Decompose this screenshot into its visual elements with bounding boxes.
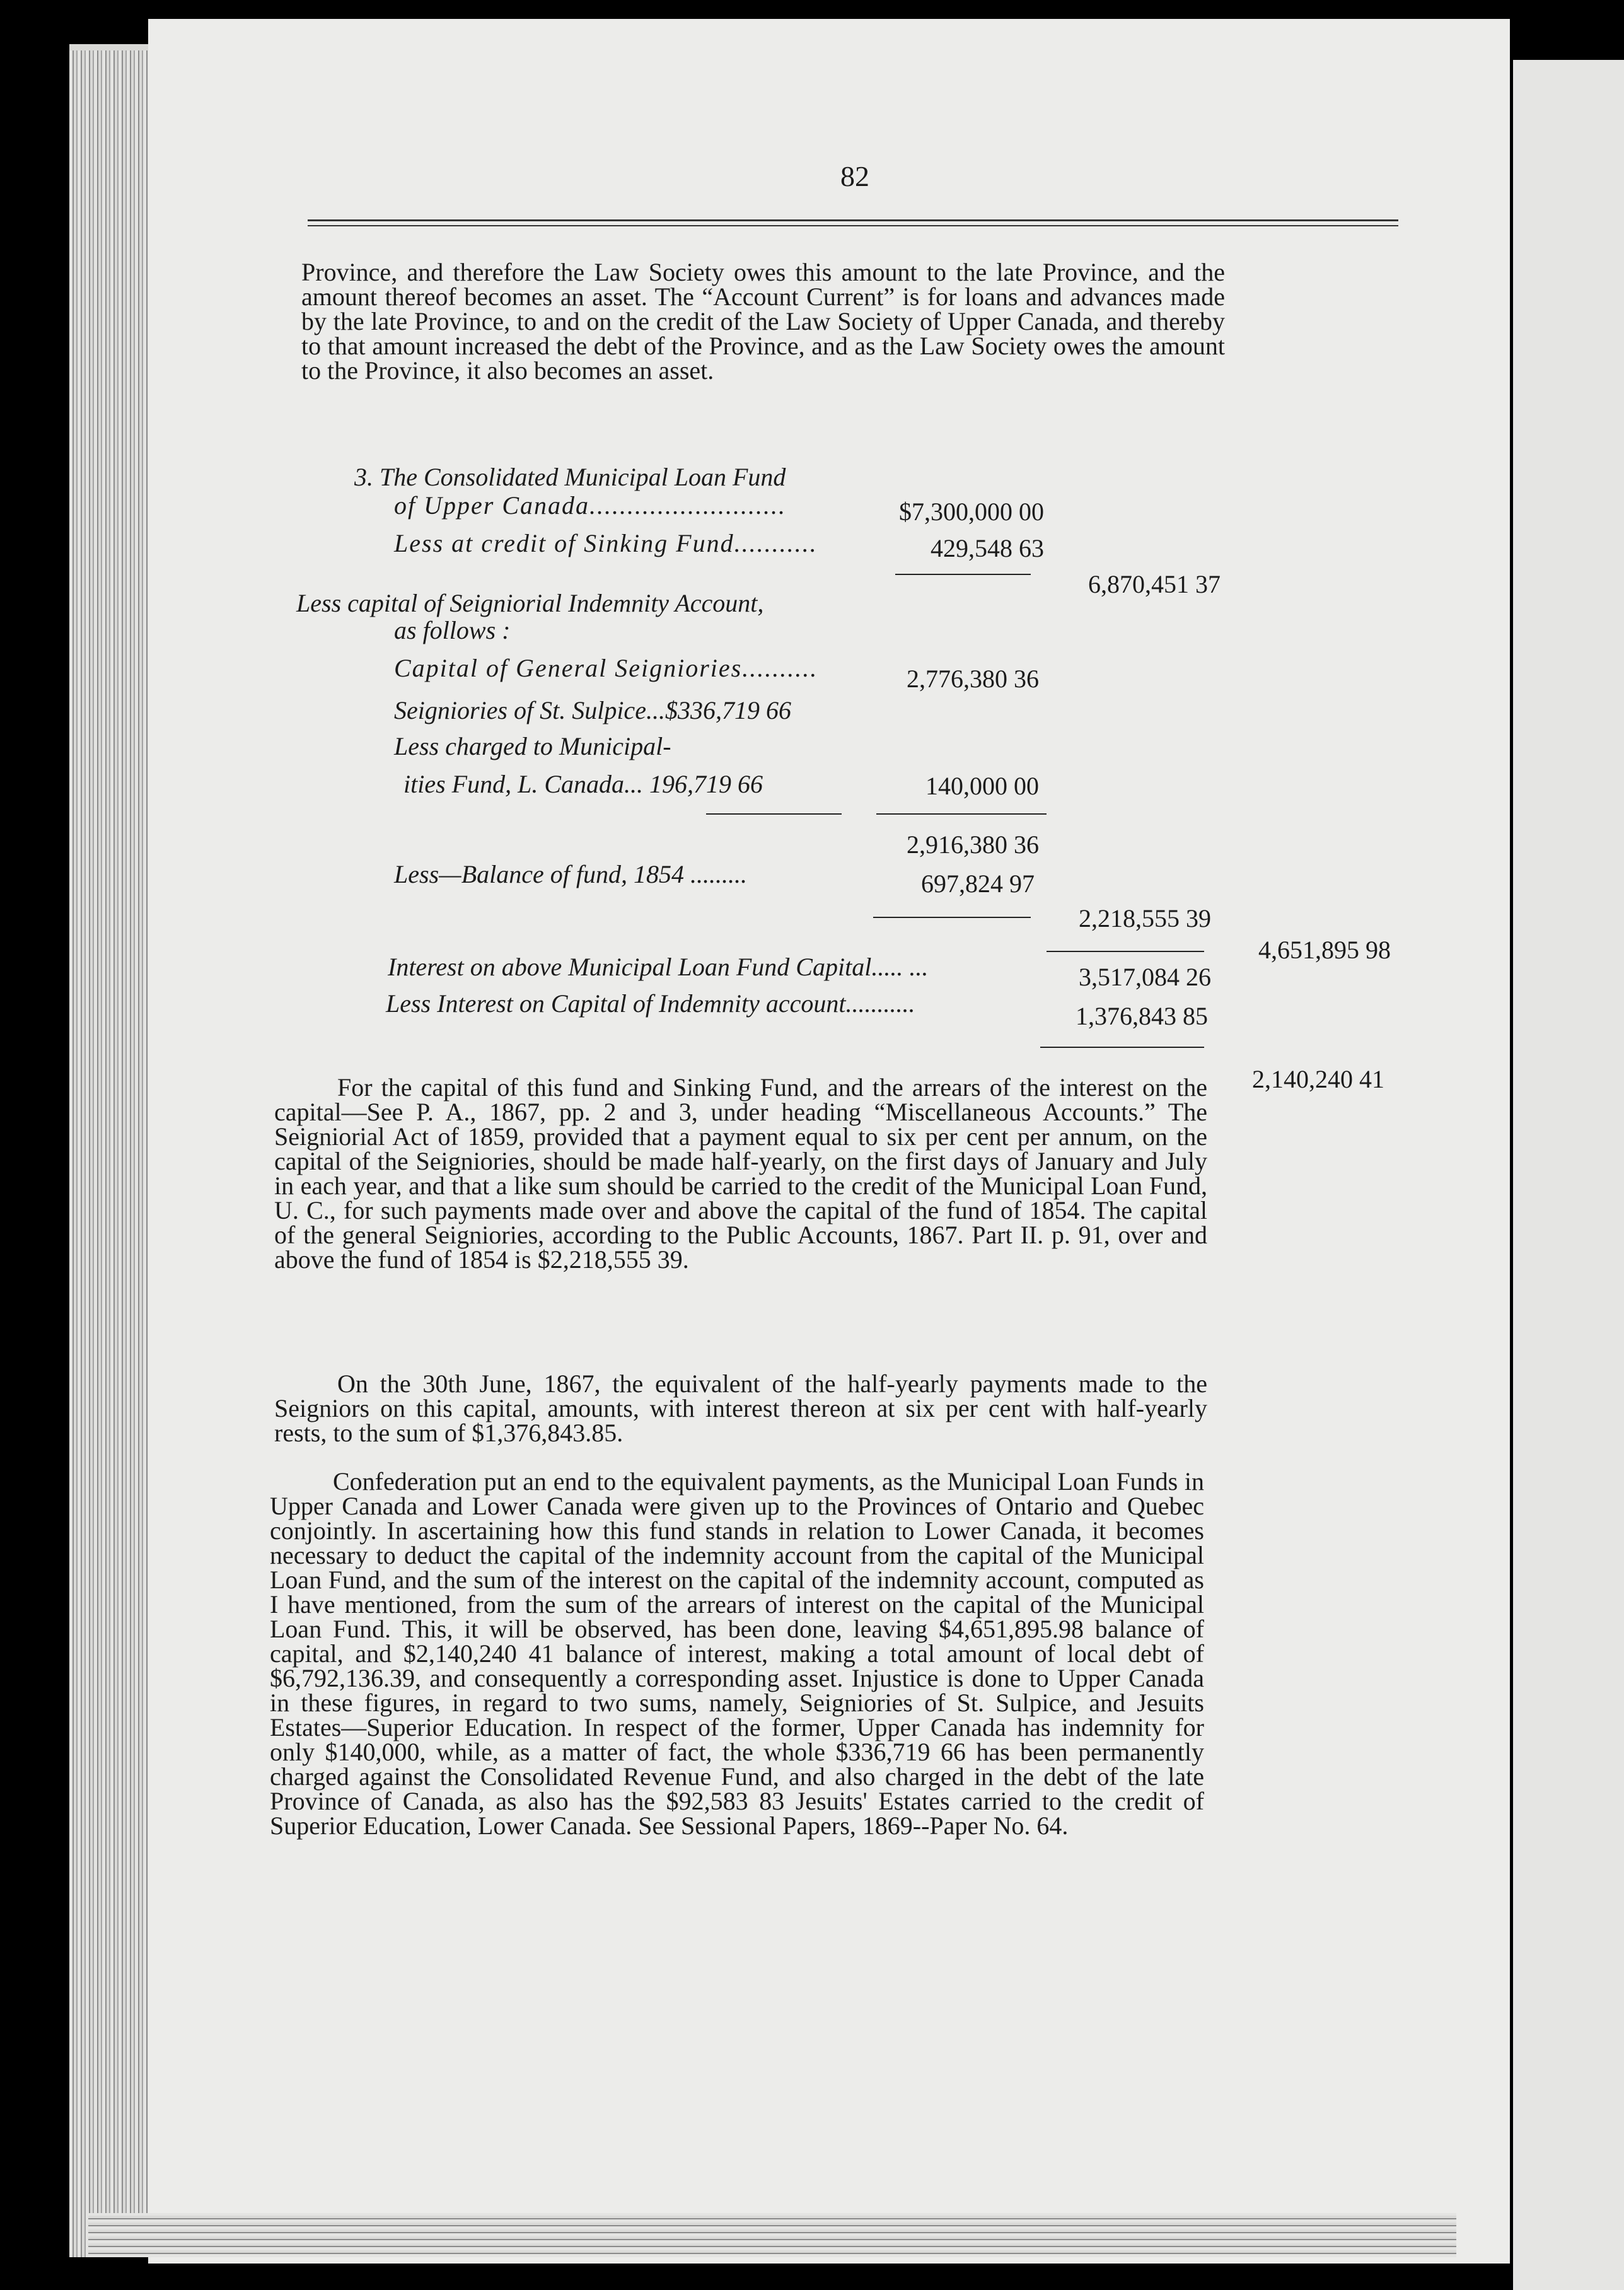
body-paragraph-1: For the capital of this fund and Sinking Fund, and the arrears of the interest on the capital—See P. A., 1867, pp. 2 and 3, under heading “Miscellaneous Accounts.” The Seigniorial Act of 1859, provided that a payment equal to six per cent per annum, on the capital of the Seigniories, should be made half-yearly, on the first days of January and July in each year, and that a like sum should be carried to the credit of the Municipal Loan Fund, U. C., for such payments made over and above the capital of the fund of 1854. The capital of the general Seigniories, according to the Public Accounts, 1867. Part II. p. 91, over and above the fund of 1854 is $2,218,555 39. (274, 1073, 1207, 1274)
sinking-label: Less at credit of Sinking Fund........... (394, 529, 818, 557)
less-charged-label: Less charged to Municipal- (394, 732, 671, 760)
item3-label-cont: of Upper Canada.......................... (394, 491, 786, 520)
net-fund: 6,870,451 37 (1088, 570, 1221, 598)
header-rule-bottom (308, 225, 1398, 226)
balance-amount: 697,824 97 (921, 869, 1035, 898)
interest-label: Interest on above Municipal Loan Fund Capital..... ... (388, 953, 929, 981)
rule-net-capital (1047, 951, 1204, 952)
sinking-amount: 429,548 63 (931, 534, 1044, 562)
balance-label: Less—Balance of fund, 1854 ......... (394, 860, 747, 888)
item3-label: 3. The Consolidated Municipal Loan Fund (354, 463, 786, 491)
less-capital-label-cont: as follows : (394, 616, 511, 644)
interest-amount: 3,517,084 26 (1079, 963, 1211, 991)
less-charged-label-cont: ities Fund, L. Canada... 196,719 66 (403, 770, 763, 798)
less-interest-amount: 1,376,843 85 (1076, 1002, 1208, 1030)
less-interest-label: Less Interest on Capital of Indemnity account........... (386, 989, 915, 1018)
rule-sinking (895, 574, 1031, 575)
rule-st-sulpice (706, 813, 842, 815)
st-sulpice-label: Seigniories of St. Sulpice...$336,719 66 (394, 696, 791, 724)
interest-balance: 2,140,240 41 (1252, 1065, 1384, 1093)
less-capital-label: Less capital of Seigniorial Indemnity Account, (296, 589, 764, 617)
page-number: 82 (840, 160, 869, 192)
body-paragraph-2: On the 30th June, 1867, the equivalent of the half-yearly payments made to the Seigniors on this capital, amounts, with interest thereon at six per cent with half-yearly rests, to the sum of $1,376,843.85. (274, 1369, 1207, 1447)
capital-balance: 4,651,895 98 (1258, 936, 1391, 964)
general-seigniories-label: Capital of General Seigniories.......... (394, 654, 818, 682)
general-seigniories-amount: 2,776,380 36 (907, 665, 1039, 693)
item3-amount: $7,300,000 00 (899, 497, 1044, 526)
page-stack-bottom (88, 2213, 1456, 2257)
subtotal-amount: 2,916,380 36 (907, 830, 1039, 859)
page-stack-left (69, 50, 148, 2257)
facing-page (1513, 60, 1624, 2290)
body-paragraph-3: Confederation put an end to the equivalent payments, as the Municipal Loan Funds in Upper Canada and Lower Canada were given up to the Provinces of Ontario and Quebec conjointly. In ascertaining how this fund stands in relation to Lower Canada, it becomes necessary to deduct the capital of the indemnity account from the capital of the Municipal Loan Fund, and the sum of the interest on the capital of the indemnity account, computed as I have mentioned, from the sum of the arrears of interest on the capital of the Municipal Loan Fund. This, it will be observed, has been done, leaving $4,651,895.98 balance of capital, and $2,140,240 41 balance of interest, making a total amount of local debt of $6,792,136.39, and consequently a corresponding asset. Injustice is done to Upper Canada in these figures, in regard to two sums, namely, Seigniories of St. Sulpice, and Jesuits Estates—Superior Education. In respect of the former, Upper Canada has indemnity for only $140,000, while, as a matter of fact, the whole $336,719 66 has been permanently charged against the Consolidated Revenue Fund, and also charged in the debt of the late Province of Canada, as also has the $92,583 83 Jesuits' Estates carried to the credit of Superior Education, Lower Canada. See Sessional Papers, 1869--Paper No. 64. (270, 1467, 1204, 1840)
rule-balance (873, 917, 1031, 918)
less-charged-amount: 140,000 00 (925, 772, 1039, 800)
intro-paragraph: Province, and therefore the Law Society owes this amount to the late Province, and the amount thereof becomes an asset. The “Account Current” is for loans and advances made by the late Province, to and on the credit of the Law Society of Upper Canada, and thereby to that amount increased the debt of the Province, and as the Law Society owes the amount to the Province, it also becomes an asset. (301, 258, 1225, 385)
rule-less-charged (876, 813, 1047, 815)
net-capital: 2,218,555 39 (1079, 904, 1211, 933)
header-rule-top (308, 219, 1398, 221)
rule-interest (1040, 1047, 1204, 1048)
